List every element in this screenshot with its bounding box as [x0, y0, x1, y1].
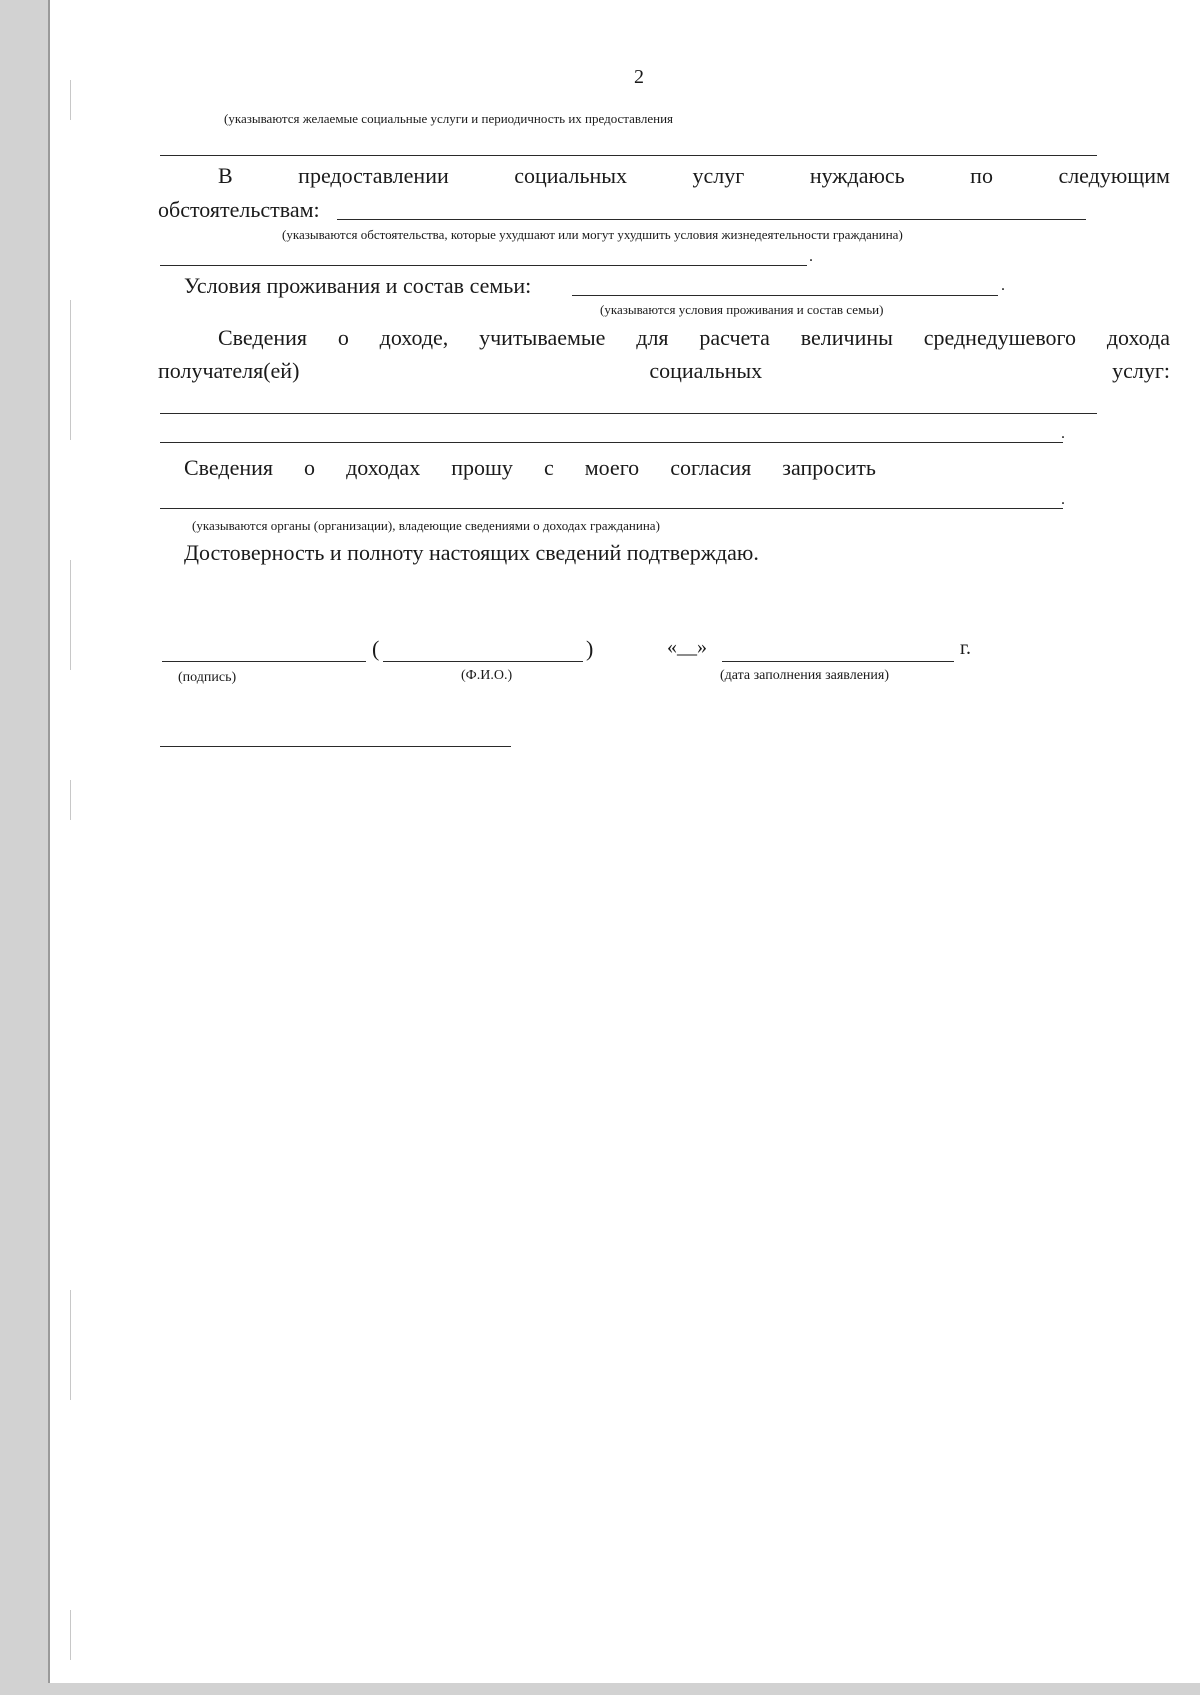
circumstances-label: обстоятельствам: [158, 197, 320, 222]
confirmation-text: Достоверность и полноту настоящих сведений подтверждаю. [184, 540, 759, 565]
income-field-1[interactable] [160, 413, 1097, 414]
hint-circumstances: (указываются обстоятельства, которые ухудшают или могут ухудшить условия жизнедеятельности гражданина) [282, 227, 903, 242]
margin-mark [70, 780, 71, 820]
income-line-2: получателя(ей) социальных услуг: [158, 358, 1170, 383]
income-end-mark: . [1061, 425, 1065, 442]
living-end-mark: . [1001, 277, 1005, 294]
signature-field[interactable] [162, 661, 366, 662]
hint-services: (указываются желаемые социальные услуги и периодичность их предоставления [224, 111, 674, 126]
label-signature: (подпись) [178, 670, 237, 685]
consent-line: Сведения о доходах прошу с моего согласия запросить [184, 455, 876, 480]
date-day-field[interactable]: «__» [667, 636, 707, 658]
hint-consent: (указываются органы (организации), владеющие сведениями о доходах гражданина) [192, 518, 660, 533]
circumstances-line-1: В предоставлении социальных услуг нуждаюсь по следующим [218, 163, 1170, 188]
income-line-1: Сведения о доходе, учитываемые для расчета величины среднедушевого дохода [218, 325, 1170, 350]
margin-mark [70, 1290, 71, 1400]
circumstances-end-mark: . [809, 248, 813, 265]
margin-mark [70, 1610, 71, 1660]
hint-living: (указываются условия проживания и состав семьи) [600, 302, 884, 317]
fio-paren-close: ) [586, 636, 594, 661]
margin-mark [70, 80, 71, 120]
living-field[interactable] [572, 295, 998, 296]
margin-mark [70, 560, 71, 670]
label-date: (дата заполнения заявления) [720, 668, 890, 683]
services-line[interactable] [160, 155, 1097, 156]
document-page [48, 0, 1200, 1683]
page-number: 2 [634, 66, 644, 88]
circumstances-field[interactable] [337, 219, 1086, 220]
year-suffix: г. [960, 637, 971, 659]
income-field-2[interactable] [160, 442, 1063, 443]
circumstances-field-2[interactable] [160, 265, 807, 266]
margin-mark [70, 300, 71, 440]
living-label: Условия проживания и состав семьи: [184, 273, 532, 298]
label-fio: (Ф.И.О.) [461, 668, 513, 683]
fio-field[interactable] [383, 661, 583, 662]
footnote-separator [160, 746, 511, 747]
consent-end-mark: . [1061, 491, 1065, 508]
fio-paren-open: ( [372, 636, 380, 661]
date-field[interactable] [722, 661, 954, 662]
consent-field[interactable] [160, 508, 1063, 509]
